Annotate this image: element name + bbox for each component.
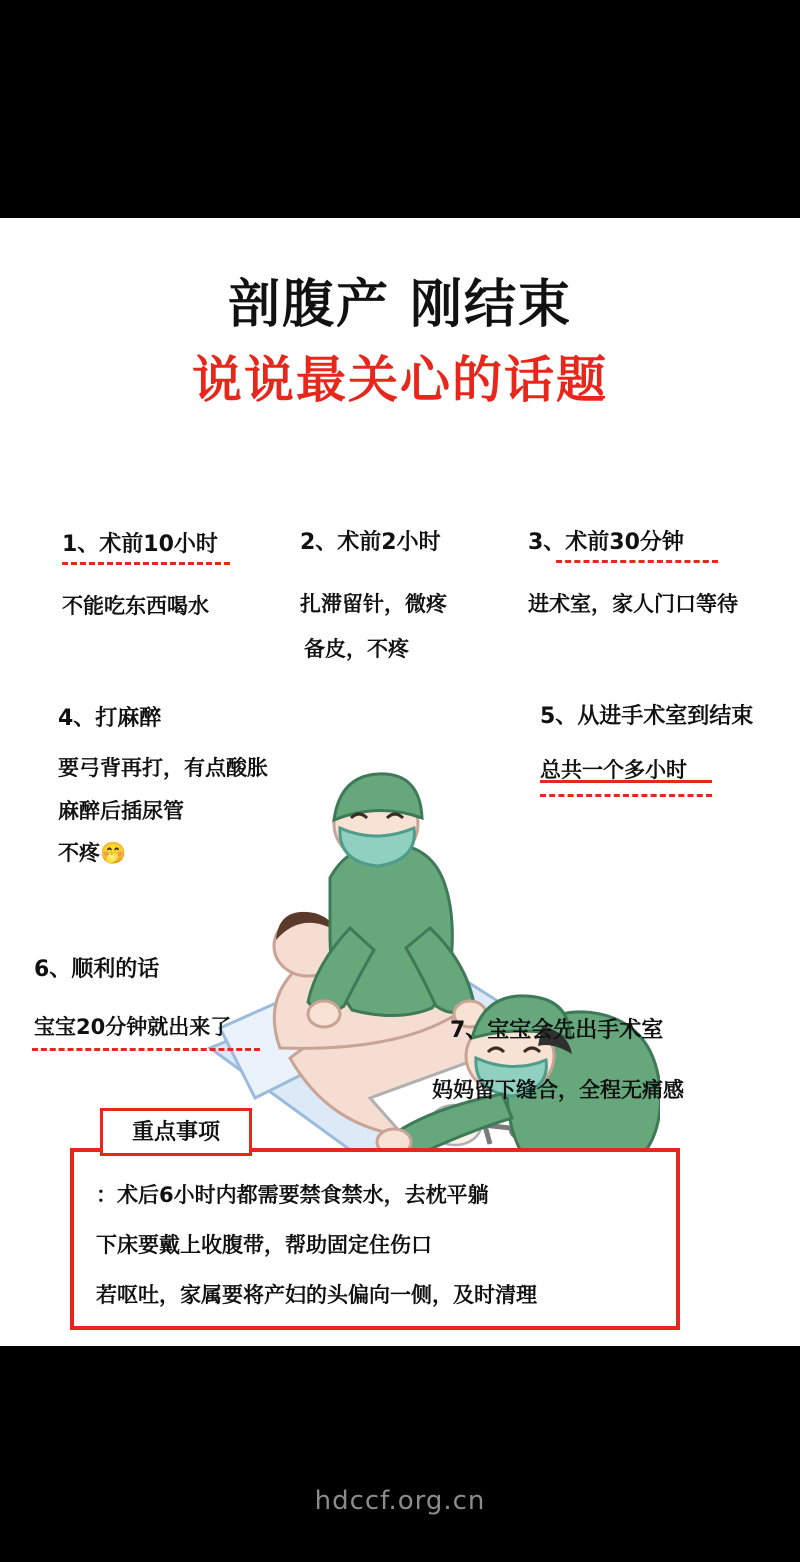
item-6-heading: 6、顺利的话 [34,957,160,982]
watermark: hdccf.org.cn [314,1486,486,1516]
item-3-line-1: 进术室，家人门口等待 [528,592,738,617]
page-title: 剖腹产 刚结束 [227,275,573,335]
item-1 [62,528,218,623]
key-notes-box [70,1148,680,1330]
item-1-line-1: 不能吃东西喝水 [62,594,209,619]
item-2-heading: 2、术前2小时 [300,530,441,555]
item-2 [300,526,447,665]
item-3-heading: 3、术前30分钟 [528,530,684,555]
page-subtitle: 说说最关心的话题 [192,351,608,409]
item-5-line-1: 总共一个多小时 [540,758,687,783]
item-5-underline [540,780,712,783]
key-notes-tab-label: 重点事项 [131,1120,220,1145]
item-4-line-2: 麻醉后插尿管 [58,798,184,823]
poster-body [0,218,800,1346]
key-notes-line-2: 下床要戴上收腹带，帮助固定住伤口 [96,1233,432,1257]
key-notes-line-3: 若呕吐，家属要将产妇的头偏向一侧，及时清理 [96,1283,537,1307]
key-notes-line-1: ：术后6小时内都需要禁食禁水，去枕平躺 [96,1183,489,1207]
item-4-heading: 4、打麻醉 [58,706,162,731]
item-3 [528,526,738,621]
item-7-line-1: 妈妈留下缝合，全程无痛感 [432,1078,684,1103]
key-notes-tab [100,1108,252,1156]
item-4-line-3: 不疼🤭 [58,841,127,866]
item-6-line-1: 宝宝20分钟就出来了 [34,1015,232,1040]
item-6-underline [32,1048,260,1051]
item-1-underline [62,562,230,565]
item-7-heading: 7、宝宝会先出手术室 [450,1018,664,1043]
item-6 [34,953,231,1044]
item-7 [432,1014,684,1107]
item-2-line-1: 扎滞留针，微疼 [300,592,447,617]
item-2-line-2: 备皮，不疼 [304,636,409,661]
item-3-underline [556,560,718,563]
item-5 [540,700,753,787]
item-4-line-1: 要弓背再打，有点酸胀 [58,756,268,781]
item-4 [58,702,268,870]
item-5-heading: 5、从进手术室到结束 [540,704,754,729]
item-5-underline-dashed [540,794,712,797]
item-1-heading: 1、术前10小时 [62,532,218,557]
